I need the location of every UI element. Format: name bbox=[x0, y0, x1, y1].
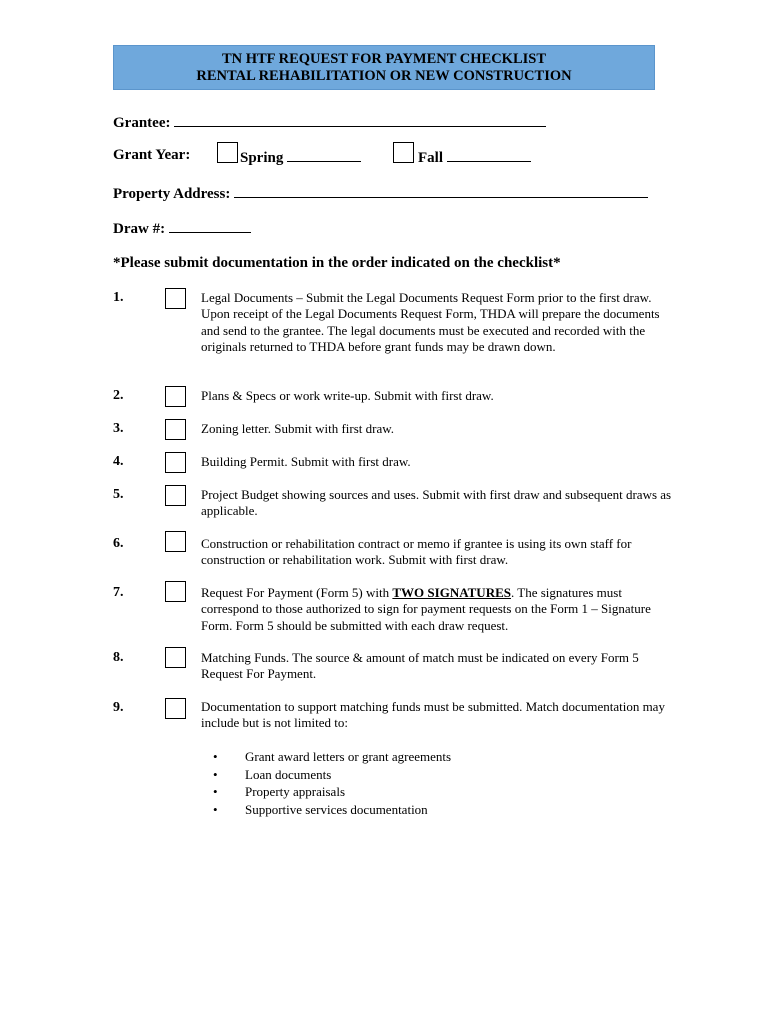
property-address-label: Property Address: bbox=[113, 186, 231, 202]
item-number-7: 7. bbox=[113, 585, 124, 600]
list-item: • Property appraisals bbox=[213, 783, 451, 801]
item-number-1: 1. bbox=[113, 290, 124, 305]
fall-checkbox[interactable] bbox=[393, 142, 414, 163]
item-checkbox-6[interactable] bbox=[165, 531, 186, 552]
grantee-line[interactable] bbox=[174, 112, 546, 127]
list-item: • Supportive services documentation bbox=[213, 801, 451, 819]
draw-label: Draw #: bbox=[113, 221, 166, 237]
item-checkbox-8[interactable] bbox=[165, 647, 186, 668]
title-line-1: TN HTF REQUEST FOR PAYMENT CHECKLIST bbox=[221, 51, 547, 67]
item-text-8: Matching Funds. The source & amount of match must be indicated on every Form 5 Request For Payment. bbox=[201, 650, 639, 682]
grantee-label: Grantee: bbox=[113, 115, 171, 131]
item-text-1: Legal Documents – Submit the Legal Documents Request Form prior to the first draw. Upon receipt of the Legal Documents Request Form, THDA will prepare the documents and send to the grantee. The legal documents must be executed and recorded with the originals returned to THDA before grant funds may be drawn down. bbox=[201, 290, 660, 355]
item-checkbox-4[interactable] bbox=[165, 452, 186, 473]
two-signatures-emphasis: TWO SIGNATURES bbox=[392, 585, 511, 600]
item-checkbox-1[interactable] bbox=[165, 288, 186, 309]
item-checkbox-3[interactable] bbox=[165, 419, 186, 440]
spring-checkbox[interactable] bbox=[217, 142, 238, 163]
item-number-3: 3. bbox=[113, 421, 124, 436]
spring-row bbox=[240, 147, 361, 167]
item-number-9: 9. bbox=[113, 700, 124, 715]
item-number-6: 6. bbox=[113, 536, 124, 551]
draw-row bbox=[113, 218, 251, 238]
item-number-2: 2. bbox=[113, 388, 124, 403]
instruction-note: *Please submit documentation in the order indicated on the checklist* bbox=[113, 255, 561, 271]
item-checkbox-9[interactable] bbox=[165, 698, 186, 719]
item-checkbox-7[interactable] bbox=[165, 581, 186, 602]
fall-line[interactable] bbox=[447, 147, 531, 162]
list-item: • Loan documents bbox=[213, 766, 451, 784]
property-address-line[interactable] bbox=[234, 183, 648, 198]
item-number-5: 5. bbox=[113, 487, 124, 502]
list-item: • Grant award letters or grant agreements bbox=[213, 748, 451, 766]
item-checkbox-2[interactable] bbox=[165, 386, 186, 407]
match-documentation-list bbox=[213, 748, 451, 818]
draw-line[interactable] bbox=[169, 218, 251, 233]
form-title bbox=[113, 45, 655, 90]
property-address-row bbox=[113, 183, 648, 203]
item-number-8: 8. bbox=[113, 650, 124, 665]
item-text-5: Project Budget showing sources and uses. Submit with first draw and subsequent draws as applicable. bbox=[201, 487, 672, 519]
item-checkbox-5[interactable] bbox=[165, 485, 186, 506]
item-text-4: Building Permit. Submit with first draw. bbox=[201, 454, 411, 469]
item-text-7-start: Request For Payment (Form 5) with bbox=[201, 585, 393, 600]
fall-label: Fall bbox=[418, 150, 443, 166]
item-text-7-end: . The signatures must correspond to those authorized to sign for payment requests on the Form 1 – Signature Form. Form 5 should be submitted with each draw request. bbox=[201, 585, 651, 633]
item-text-3: Zoning letter. Submit with first draw. bbox=[201, 421, 395, 436]
grantee-row bbox=[113, 112, 546, 132]
item-text-2: Plans & Specs or work write-up. Submit with first draw. bbox=[201, 388, 494, 403]
spring-line[interactable] bbox=[287, 147, 361, 162]
title-line-2: RENTAL REHABILITATION OR NEW CONSTRUCTION bbox=[196, 68, 572, 84]
item-text-9: Documentation to support matching funds must be submitted. Match documentation may include but is not limited to: bbox=[201, 699, 665, 731]
item-text-7 bbox=[201, 585, 676, 634]
grant-year-label: Grant Year: bbox=[113, 147, 191, 163]
item-number-4: 4. bbox=[113, 454, 124, 469]
item-text-6: Construction or rehabilitation contract or memo if grantee is using its own staff for construction or rehabilitation work. Submit with first draw. bbox=[201, 536, 632, 568]
spring-label: Spring bbox=[240, 150, 284, 166]
fall-row bbox=[418, 147, 531, 167]
